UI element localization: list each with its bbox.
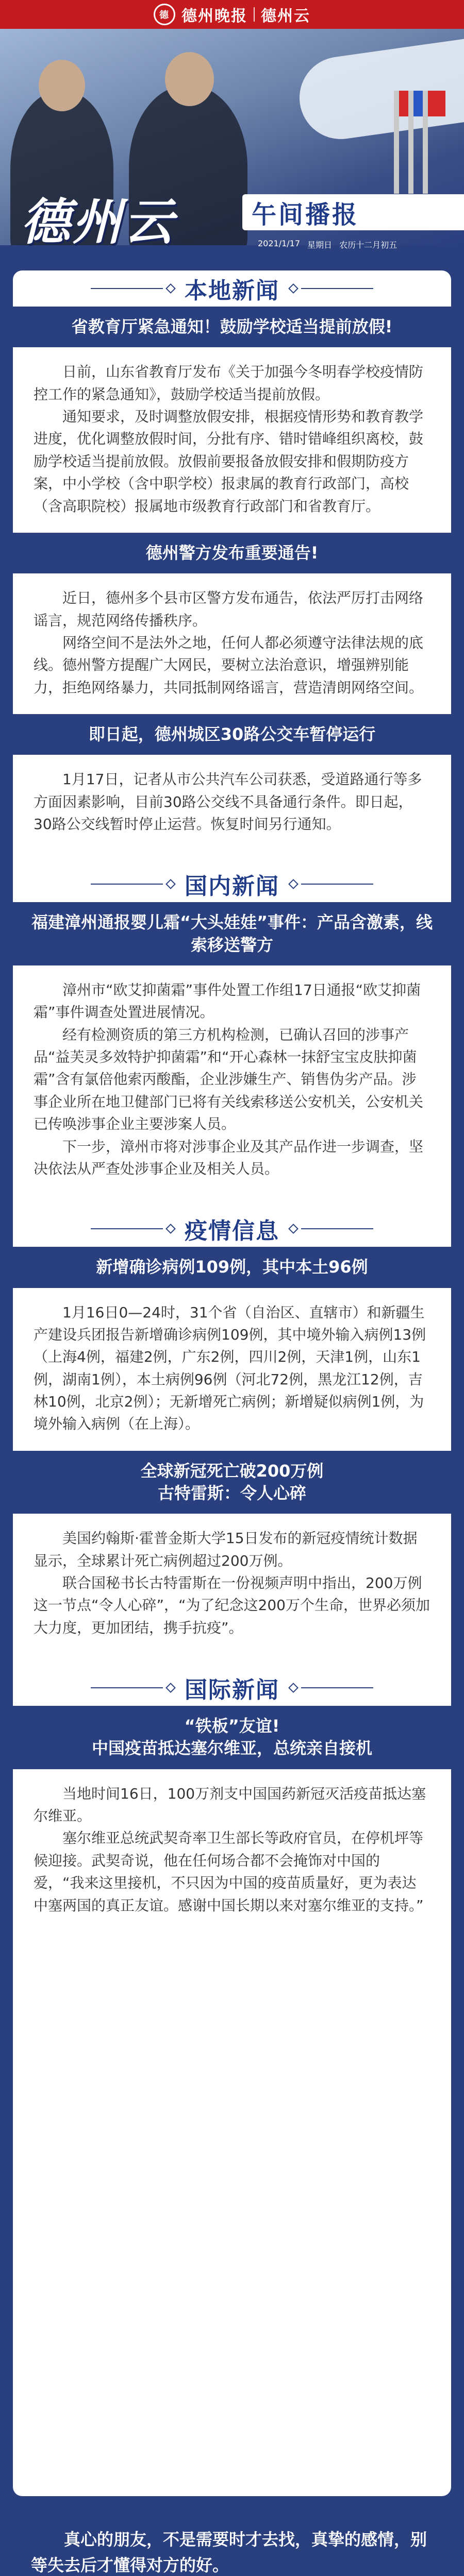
section-title [13, 1211, 451, 1247]
article-paragraph: 当地时间16日，100万剂支中国国药新冠灭活疫苗抵达塞尔维亚。 [34, 1785, 426, 1824]
title-rule [301, 1687, 373, 1688]
article-body [13, 965, 451, 1196]
article-headline[interactable]: 新增确诊病例109例，其中本土96例 [13, 1247, 451, 1287]
article-paragraph: 近日，德州多个县市区警方发布通告，依法严厉打击网络谣言，规范网络传播秩序。 [34, 589, 424, 629]
section-heading: 国内新闻 [185, 873, 279, 900]
masthead-title-box [242, 194, 464, 230]
brand-name: 德州晚报 [181, 7, 247, 25]
article-headline[interactable]: 即日起，德州城区30路公交车暂停运行 [13, 714, 451, 755]
masthead-title: 午间播报 [252, 200, 359, 229]
masthead-logo: 德州云 [21, 193, 175, 251]
diamond-icon [288, 1224, 299, 1234]
section-heading: 本地新闻 [185, 278, 279, 304]
section-title [13, 1670, 451, 1706]
article-body [13, 1769, 451, 1932]
article-headline[interactable]: “铁板”友谊! 中国疫苗抵达塞尔维亚，总统亲自接机 [13, 1706, 451, 1769]
title-rule [301, 884, 373, 885]
diamond-icon [288, 879, 299, 890]
flag-icon [423, 91, 428, 194]
article-paragraph: 下一步，漳州市将对涉事企业及其产品作进一步调查，坚决依法从严查处涉事企业及相关人员。 [34, 1138, 424, 1177]
article-paragraph: 网络空间不是法外之地，任何人都必须遵守法律法规的底线。德州警方提醒广大网民，要树立法治意识，增强辨别能力，拒绝网络暴力，共同抵制网络谣言，营造清朗网络空间。 [34, 634, 424, 696]
date-text: 2021/1/17 [258, 239, 301, 248]
dateline [258, 239, 397, 250]
brand-logo[interactable] [154, 3, 310, 26]
diamond-icon [288, 283, 299, 294]
top-brand-bar [0, 0, 464, 29]
article-body [13, 1288, 451, 1451]
article-paragraph: 通知要求，及时调整放假安排，根据疫情形势和教育教学进度，优化调整放假时间，分批有序、错时错峰组织离校，鼓励学校适当提前放假。放假前要报备放假安排和假期防疫方案，中小学校（含中职学校）报隶属的教育行政部门，高校（含高职院校）报属地市级教育行政部门和省教育厅。 [34, 408, 424, 515]
brand-divider [254, 7, 255, 22]
diamond-icon [165, 1683, 176, 1693]
flag-icon [408, 91, 413, 194]
article-paragraph: 漳州市“欧艾抑菌霜”事件处置工作组17日通报“欧艾抑菌霜”事件调查处置进展情况。 [34, 981, 421, 1021]
article-body [13, 1514, 451, 1654]
diamond-icon [165, 1224, 176, 1234]
section-heading: 疫情信息 [185, 1218, 279, 1245]
lunar-text: 农历十二月初五 [339, 240, 397, 250]
article-headline[interactable]: 全球新冠死亡破200万例 古特雷斯：令人心碎 [13, 1451, 451, 1514]
brand-mark-icon: 德 [154, 4, 175, 25]
title-rule [91, 1228, 163, 1229]
closing-quote: 真心的朋友，不是需要时才去找，真挚的感情，别等失去后才懂得对方的好。 [31, 2530, 427, 2575]
masthead [0, 183, 464, 265]
article-headline[interactable]: 福建漳州通报婴儿霜“大头娃娃”事件：产品含激素，线索移送警方 [13, 902, 451, 965]
article-paragraph: 1月17日，记者从市公共汽车公司获悉，受道路通行等多方面因素影响，目前30路公交线不具备通行条件。即日起，30路公交线暂时停止运营。恢复时间另行通知。 [34, 771, 422, 833]
article-paragraph: 美国约翰斯·霍普金斯大学15日发布的新冠疫情统计数据显示，全球累计死亡病例超过200万例。 [34, 1530, 418, 1569]
brand-sub: 德州云 [261, 7, 310, 25]
diamond-icon [288, 1683, 299, 1693]
diamond-icon [165, 283, 176, 294]
article-paragraph: 联合国秘书长古特雷斯在一份视频声明中指出，200万例这一节点“令人心碎”，“为了纪念这200万个生命，世界必须加大力度，更加团结，携手抗疫”。 [34, 1574, 430, 1636]
article-paragraph: 日前，山东省教育厅发布《关于加强今冬明春学校疫情防控工作的紧急通知》，鼓励学校适当提前放假。 [34, 363, 424, 403]
article-paragraph: 经有检测资质的第三方机构检测，已确认召回的涉事产品“益芙灵多效特护抑菌霜”和“开心森林一抹舒宝宝皮肤抑菌霜”含有氯倍他索丙酸酯，企业涉嫌生产、销售伪劣产品。涉事企业所在地卫健部门已将有关线索移送公安机关，公安机关已传唤涉事企业主要涉案人员。 [34, 1026, 424, 1133]
article-body [13, 347, 451, 533]
diamond-icon [165, 879, 176, 890]
person-head [39, 60, 85, 111]
section-title [13, 866, 451, 902]
flags-group [394, 91, 428, 194]
article-body [13, 573, 451, 714]
title-rule [301, 1228, 373, 1229]
article-paragraph: 1月16日0—24时，31个省（自治区、直辖市）和新疆生产建设兵团报告新增确诊病例109例，其中境外输入病例13例（上海4例，福建2例，广东2例，四川2例，天津1例，山东1例，湖南1例），本土病例96例（河北72例，黑龙江12例，吉林10例，北京2例）；无新增死亡病例；新增疑似病例1例，为境外输入病例（在上海）。 [34, 1303, 426, 1433]
title-rule [301, 288, 373, 289]
section-heading: 国际新闻 [185, 1677, 279, 1704]
article-paragraph: 塞尔维亚总统武契奇率卫生部长等政府官员，在停机坪等候迎接。武契奇说，他在任何场合都不会掩饰对中国的爱，“我来这里接机，不只因为中国的疫苗质量好，更为表达中塞两国的真正友谊。感谢中国长期以来对塞尔维亚的支持。” [34, 1829, 424, 1914]
article-headline[interactable]: 德州警方发布重要通告! [13, 533, 451, 573]
section-title [13, 270, 451, 307]
title-rule [91, 1687, 163, 1688]
news-card [13, 270, 451, 2496]
article-headline[interactable]: 省教育厅紧急通知！鼓励学校适当提前放假! [13, 307, 451, 347]
title-rule [91, 884, 163, 885]
weekday-text: 星期日 [307, 240, 333, 250]
flag-icon [394, 91, 399, 194]
article-body [13, 755, 451, 851]
title-rule [91, 288, 163, 289]
person-head [165, 52, 214, 106]
